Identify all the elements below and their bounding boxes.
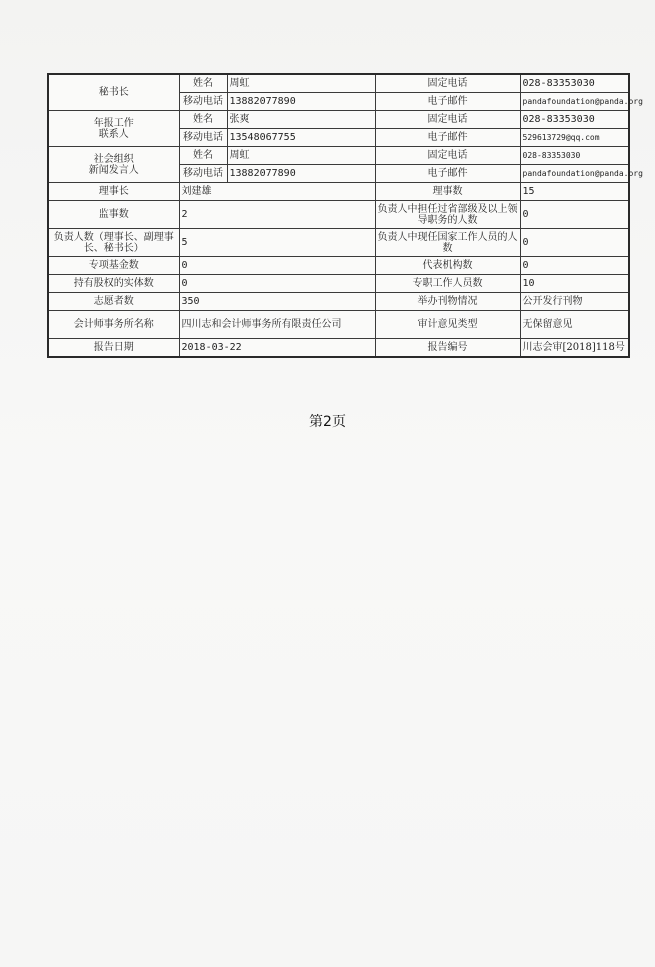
- table-row: [48, 111, 629, 129]
- spokesperson-label: [48, 147, 179, 183]
- report-number-value: 川志会审[2018]118号: [520, 339, 629, 358]
- current-state-officials-label: 负责人中现任国家工作人员的人数: [375, 229, 520, 257]
- table-row: [48, 293, 629, 311]
- spokesperson-mobile: 13882077890: [227, 165, 375, 183]
- table-row: [48, 275, 629, 293]
- audit-opinion-label: 审计意见类型: [375, 311, 520, 339]
- table-row: [48, 183, 629, 201]
- annual-report-contact-landline: 028-83353030: [520, 111, 629, 129]
- spokesperson-label-line2: 新闻发言人: [88, 164, 139, 176]
- organization-info-table: [47, 73, 643, 358]
- report-date-label: 报告日期: [48, 339, 179, 358]
- annual-report-contact-mobile: 13548067755: [227, 129, 375, 147]
- page-number: 第2页: [309, 414, 346, 430]
- email-label: 电子邮件: [375, 93, 520, 111]
- volunteers-value: 350: [179, 293, 375, 311]
- representative-offices-label: 代表机构数: [375, 257, 520, 275]
- table-row: [48, 147, 629, 165]
- audit-firm-label: 会计师事务所名称: [48, 311, 179, 339]
- annual-report-contact-label-line2: 联系人: [98, 128, 129, 140]
- secretary-general-landline: 028-83353030: [520, 74, 629, 93]
- annual-report-contact-name: 张爽: [227, 111, 375, 129]
- special-funds-value: 0: [179, 257, 375, 275]
- table-row: [48, 311, 629, 339]
- table-row: [48, 339, 629, 358]
- board-members-label: 理事数: [375, 183, 520, 201]
- leaders-count-label: 负责人数（理事长、副理事长、秘书长）: [48, 229, 179, 257]
- special-funds-label: 专项基金数: [48, 257, 179, 275]
- landline-label: 固定电话: [375, 111, 520, 129]
- name-label: 姓名: [179, 147, 227, 165]
- publications-label: 举办刊物情况: [375, 293, 520, 311]
- email-label: 电子邮件: [375, 129, 520, 147]
- landline-label: 固定电话: [375, 147, 520, 165]
- annual-report-contact-label-line1: 年报工作: [93, 117, 134, 129]
- equity-entities-label: 持有股权的实体数: [48, 275, 179, 293]
- current-state-officials-value: 0: [520, 229, 629, 257]
- table-row: [48, 201, 629, 229]
- mobile-label: 移动电话: [179, 129, 227, 147]
- secretary-general-mobile: 13882077890: [227, 93, 375, 111]
- fulltime-staff-label: 专职工作人员数: [375, 275, 520, 293]
- secretary-general-label: 秘书长: [48, 74, 179, 111]
- supervisors-value: 2: [179, 201, 375, 229]
- leaders-count-value: 5: [179, 229, 375, 257]
- chairman-label: 理事长: [48, 183, 179, 201]
- report-date-value: 2018-03-22: [179, 339, 375, 358]
- annual-report-contact-label: [48, 111, 179, 147]
- fulltime-staff-value: 10: [520, 275, 629, 293]
- audit-firm-value: 四川志和会计师事务所有限责任公司: [179, 311, 375, 339]
- representative-offices-value: 0: [520, 257, 629, 275]
- name-label: 姓名: [179, 111, 227, 129]
- spokesperson-name: 周虹: [227, 147, 375, 165]
- table-row: [48, 74, 629, 93]
- publications-value: 公开发行刊物: [520, 293, 629, 311]
- supervisors-label: 监事数: [48, 201, 179, 229]
- equity-entities-value: 0: [179, 275, 375, 293]
- annual-report-contact-email: 529613729@qq.com: [520, 129, 629, 147]
- secretary-general-email: pandafoundation@panda.org: [520, 93, 629, 111]
- secretary-general-name: 周虹: [227, 74, 375, 93]
- audit-opinion-value: 无保留意见: [520, 311, 629, 339]
- former-senior-officials-label: 负责人中担任过省部级及以上领导职务的人数: [375, 201, 520, 229]
- volunteers-label: 志愿者数: [48, 293, 179, 311]
- mobile-label: 移动电话: [179, 93, 227, 111]
- spokesperson-email: pandafoundation@panda.org: [520, 165, 629, 183]
- landline-label: 固定电话: [375, 74, 520, 93]
- email-label: 电子邮件: [375, 165, 520, 183]
- name-label: 姓名: [179, 74, 227, 93]
- spokesperson-label-line1: 社会组织: [93, 153, 134, 165]
- board-members-value: 15: [520, 183, 629, 201]
- former-senior-officials-value: 0: [520, 201, 629, 229]
- chairman-value: 刘建雄: [179, 183, 375, 201]
- table-row: [48, 229, 629, 257]
- table-row: [48, 257, 629, 275]
- report-number-label: 报告编号: [375, 339, 520, 358]
- mobile-label: 移动电话: [179, 165, 227, 183]
- spokesperson-landline: 028-83353030: [520, 147, 629, 165]
